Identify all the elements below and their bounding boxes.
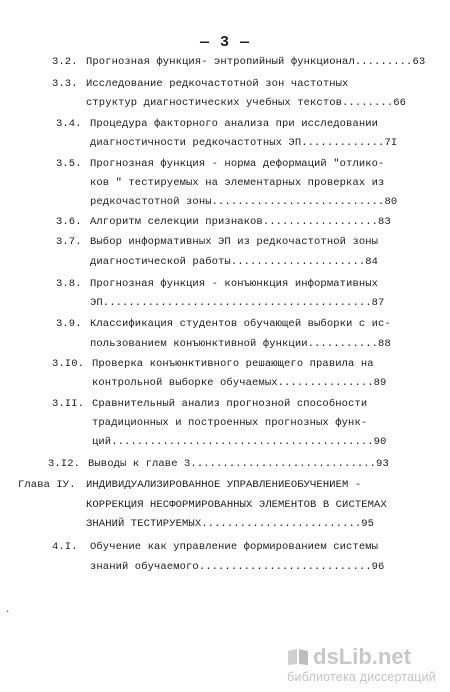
toc-entry-3-2-line-1[interactable]: Прогнозная функция- энтропийный функционал.........63 xyxy=(86,56,426,68)
toc-entry-4-1-line-1[interactable]: Обучение как управление формированием системы xyxy=(90,541,379,553)
toc-entry-3-7-number: 3.7. xyxy=(56,236,82,248)
toc-entry-3-11-line-2[interactable]: традиционных и построенных прогнозных функ- xyxy=(92,417,368,429)
toc-entry-3-8-number: 3.8. xyxy=(56,278,82,290)
toc-entry-3-12-line-1[interactable]: Выводы к главе 3.............................93 xyxy=(88,458,389,470)
toc-entry-3-4-number: 3.4. xyxy=(56,118,82,130)
toc-entry-3-11-line-3[interactable]: ций.........................................90 xyxy=(92,436,387,448)
toc-entry-3-9-line-2[interactable]: пользованием конъюнктивной функции...........88 xyxy=(90,338,391,350)
toc-entry-3-3-line-1[interactable]: Исследование редкочастотной зон частотных xyxy=(86,78,349,90)
toc-entry-3-11-number: 3.II. xyxy=(52,398,85,410)
toc-entry-3-7-line-1[interactable]: Выбор информативных ЭП из редкочастотной зоны xyxy=(90,236,379,248)
toc-entry-3-3-number: 3.3. xyxy=(52,78,78,90)
toc-entry-3-4-line-2[interactable]: диагностичности редкочастотных ЭП.............7I xyxy=(90,137,398,149)
toc-entry-3-6-line-1[interactable]: Алгоритм селекции признаков..................83 xyxy=(90,216,391,228)
toc-chapter-4-line-1[interactable]: ИНДИВИДУАЛИЗИРОВАННОЕ УПРАВЛЕНИЕОБУЧЕНИЕМ - xyxy=(86,479,362,491)
watermark[interactable] xyxy=(287,645,436,684)
toc-entry-4-1-line-2[interactable]: знаний обучаемого...........................96 xyxy=(90,561,385,573)
toc-entry-3-5-line-3[interactable]: редкочастотной зоны...........................80 xyxy=(90,196,398,208)
watermark-logo xyxy=(287,645,436,669)
toc-chapter-4-line-2[interactable]: КОРРЕКЦИЯ НЕСФОРМИРОВАННЫХ ЭЛЕМЕНТОВ В СИСТЕМАХ xyxy=(86,499,387,511)
toc-entry-3-10-line-1[interactable]: Проверка конъюнктивного решающего правила на xyxy=(92,358,374,370)
toc-entry-3-2-number: 3.2. xyxy=(52,56,78,68)
toc-entry-3-10-line-2[interactable]: контрольной выборке обучаемых...............89 xyxy=(92,377,387,389)
toc-entry-3-9-number: 3.9. xyxy=(56,318,82,330)
toc-entry-3-5-line-1[interactable]: Прогнозная функция - норма деформаций "отлико- xyxy=(90,158,385,170)
book-icon xyxy=(287,648,309,666)
toc-entry-3-9-line-1[interactable]: Классификация студентов обучающей выборки с ис- xyxy=(90,318,391,330)
toc-chapter-4-label: Глава IУ. xyxy=(18,479,76,491)
watermark-subtitle: библиотека диссертаций xyxy=(287,670,436,684)
toc-entry-3-8-line-1[interactable]: Прогнозная функция - конъюнкция информативных xyxy=(90,278,379,290)
toc-entry-3-8-line-2[interactable]: ЭП..........................................87 xyxy=(90,297,385,309)
page-number: — 3 — xyxy=(199,34,250,51)
watermark-logo-text: dsLib.net xyxy=(313,644,411,669)
toc-entry-3-3-line-2[interactable]: структур диагностических учебных текстов........66 xyxy=(86,97,407,109)
toc-entry-4-1-number: 4.I. xyxy=(52,541,78,553)
toc-entry-3-7-line-2[interactable]: диагностической работы.....................84 xyxy=(90,256,379,268)
toc-entry-3-11-line-1[interactable]: Сравнительный анализ прогнозной способности xyxy=(92,398,368,410)
toc-entry-3-4-line-1[interactable]: Процедура факторного анализа при исследовании xyxy=(90,118,379,130)
toc-entry-3-5-line-2[interactable]: ков " тестируемых на элементарных проверках из xyxy=(90,177,385,189)
scan-mark: · xyxy=(5,607,11,617)
toc-chapter-4-line-3[interactable]: ЗНАНИЙ ТЕСТИРУЕМЫХ.........................95 xyxy=(86,518,375,530)
toc-entry-3-6-number: 3.6. xyxy=(56,216,82,228)
toc-entry-3-5-number: 3.5. xyxy=(56,158,82,170)
toc-entry-3-12-number: 3.I2. xyxy=(48,458,81,470)
toc-entry-3-10-number: 3.I0. xyxy=(52,358,85,370)
